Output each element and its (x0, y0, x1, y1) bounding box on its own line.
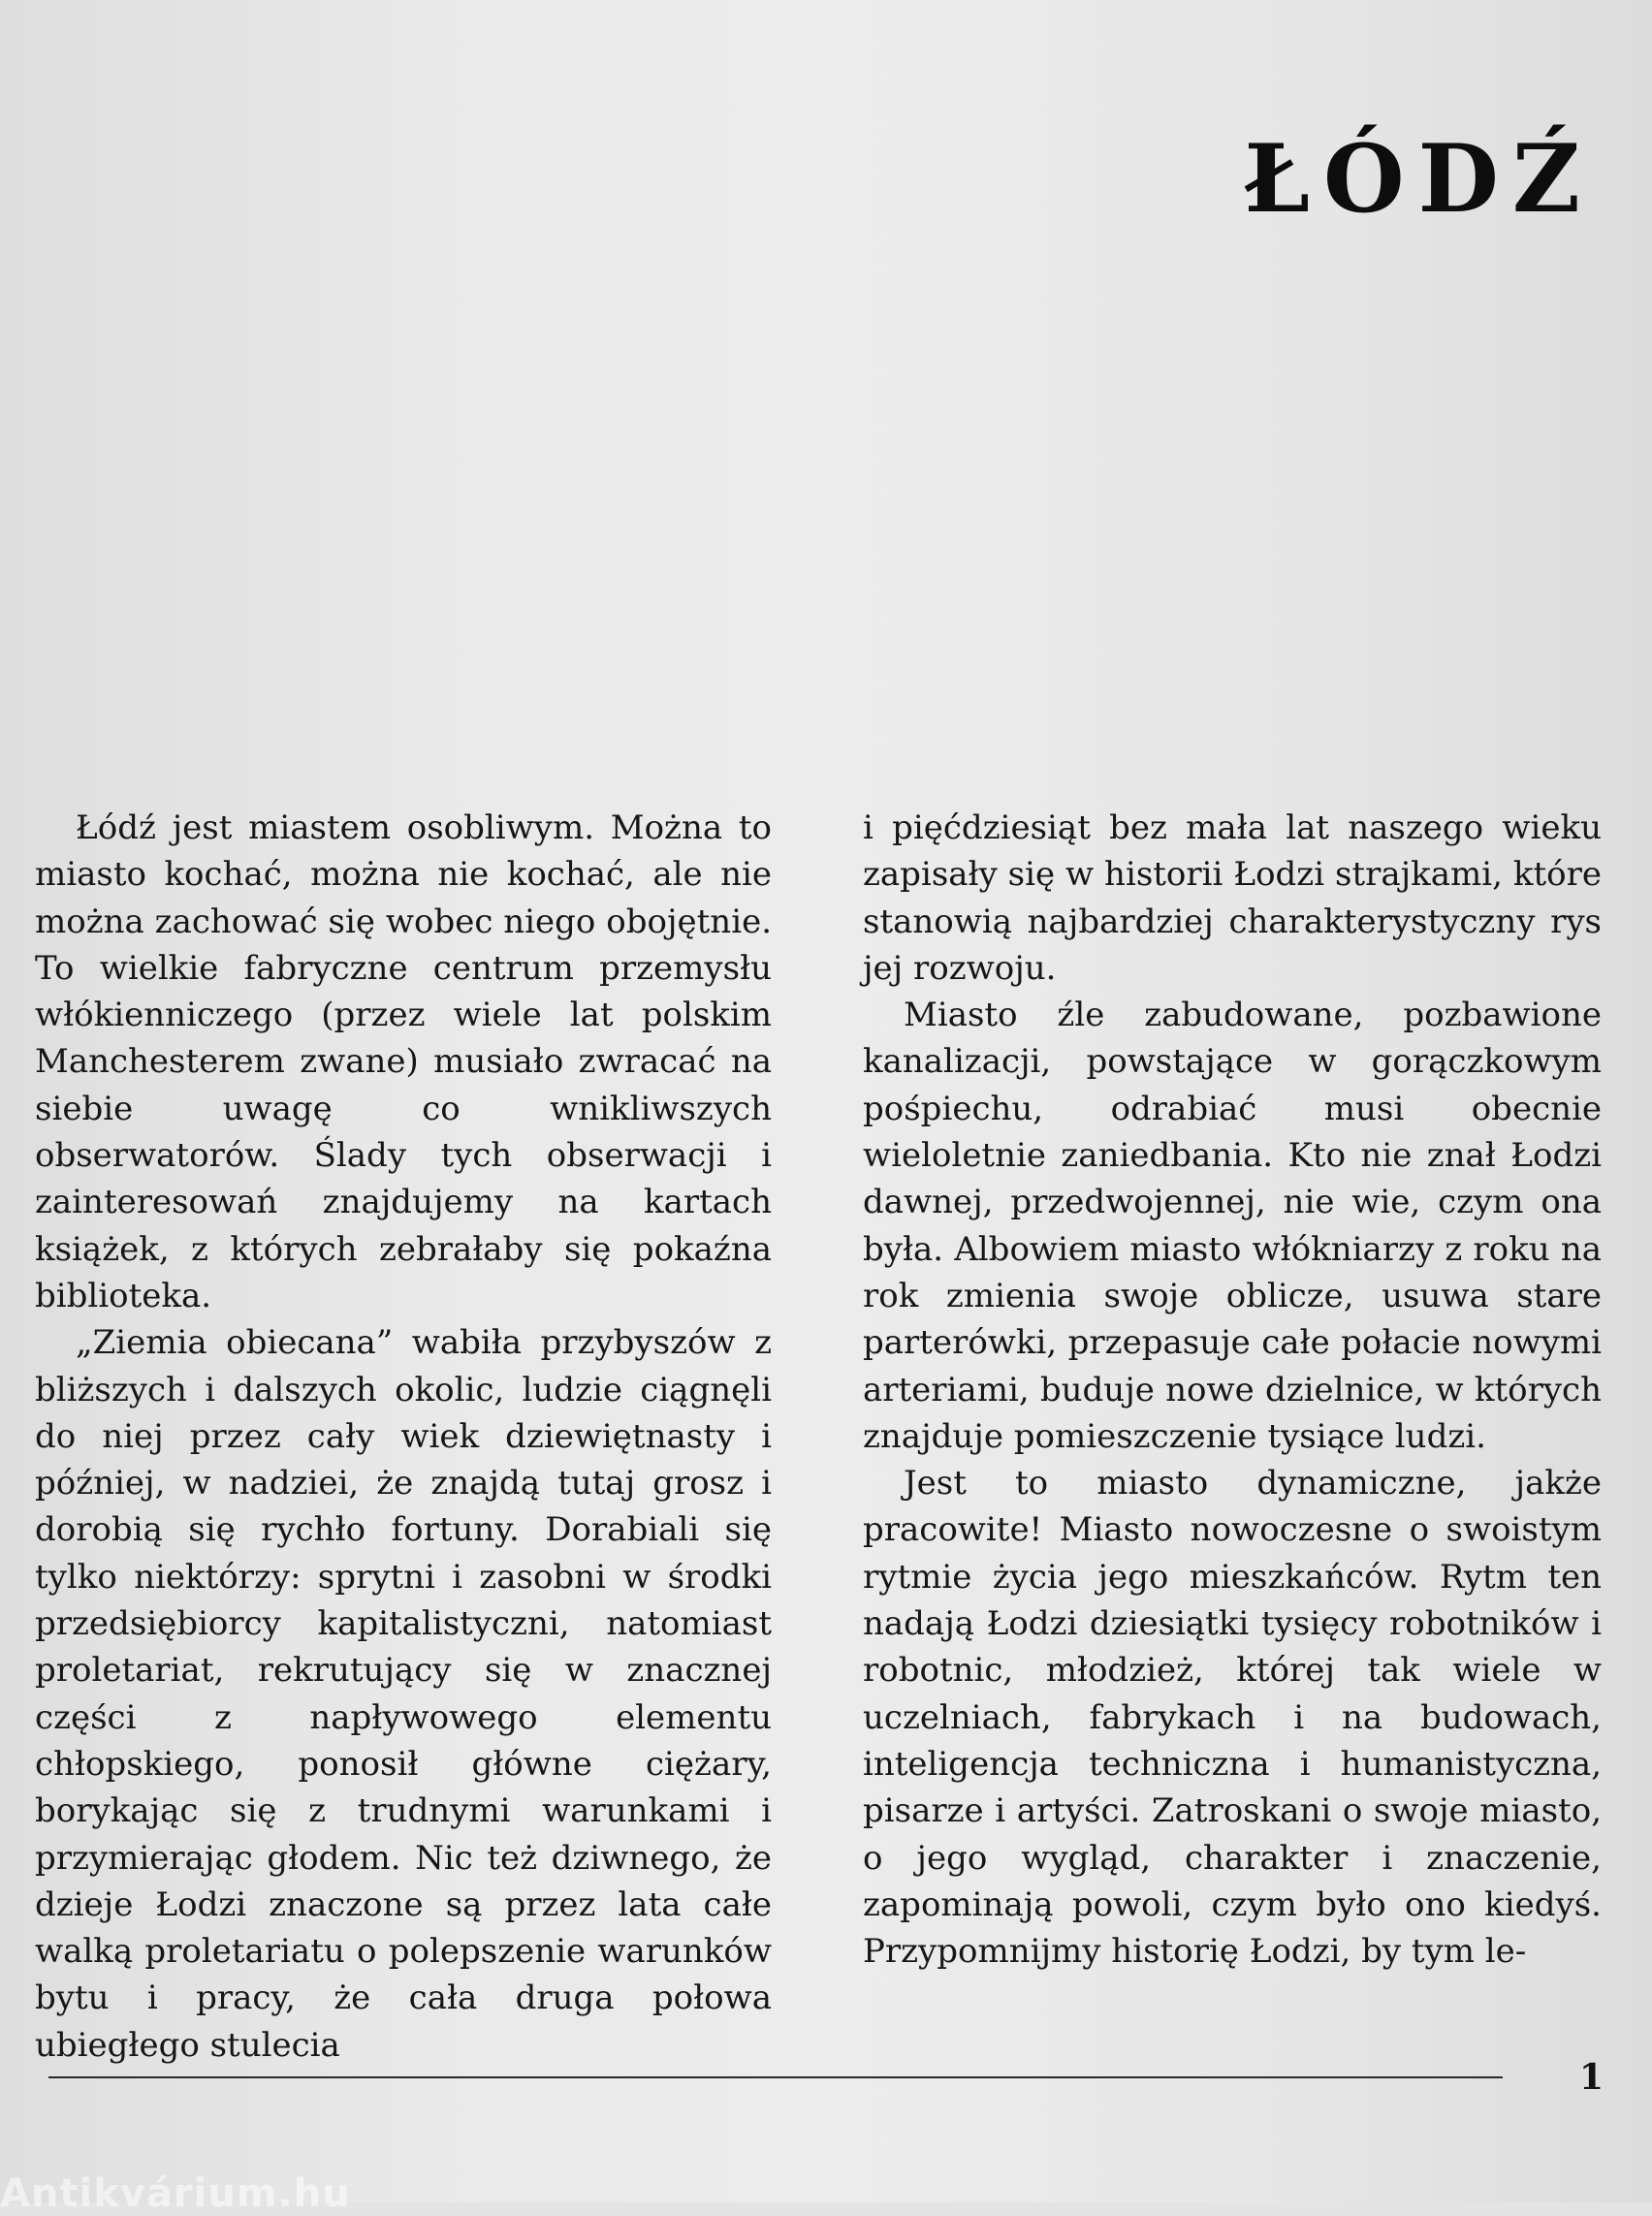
paragraph: Miasto źle zabudowane, pozbawione kanalizacji, powstające w gorączkowym pośpiechu, odrabiać musi obecnie wieloletnie zaniedbania. Kto nie znał Łodzi dawnej, przedwojennej, nie wie, czym ona była. Albowiem miasto włókniarzy z roku na rok zmienia swoje oblicze, usuwa stare parterówki, przepasuje całe połacie nowymi arteriami, buduje nowe dzielnice, w których znajduje pomieszczenie tysiące ludzi. (863, 996, 1602, 1456)
paragraph: i pięćdziesiąt bez mała lat naszego wieku zapisały się w historii Łodzi strajkami, które stanowią najbardziej charakterystyczny rys jej rozwoju. (863, 808, 1602, 988)
footer-rule (48, 2076, 1503, 2078)
text-column-right (863, 805, 1602, 1975)
paragraph: Jest to miasto dynamiczne, jakże pracowite! Miasto nowoczesne o swoistym rytmie życia jego mieszkańców. Rytm ten nadają Łodzi dziesiątki tysięcy robotników i robotnic, młodzież, której tak wiele w uczelniach, fabrykach i na budowach, inteligencja techniczna i humanistyczna, pisarze i artyści. Zatroskani o swoje miasto, o jego wygląd, charakter i znaczenie, zapominają powoli, czym było ono kiedyś. Przypomnijmy historię Łodzi, by tym le- (863, 1464, 1602, 1972)
paragraph: „Ziemia obiecana” wabiła przybyszów z bliższych i dalszych okolic, ludzie ciągnęli do niej przez cały wiek dziewiętnasty i później, w nadziei, że znajdą tutaj grosz i dorobią się rychło fortuny. Dorabiali się tylko niektórzy: sprytni i zasobni w środki przedsiębiorcy kapitalistyczni, natomiast proletariat, rekrutujący się w znacznej części z napływowego elementu chłopskiego, ponosił główne ciężary, borykając się z trudnymi warunkami i przymierając głodem. Nic też dziwnego, że dzieje Łodzi znaczone są przez lata całe walką proletariatu o polepszenie warunków bytu i pracy, że cała druga połowa ubiegłego stulecia (35, 1323, 772, 2065)
page-title: ŁÓDŹ (1243, 124, 1594, 234)
page-number: 1 (1578, 2057, 1604, 2098)
watermark: Antikvárium.hu (0, 2171, 351, 2216)
paragraph: Łódź jest miastem osobliwym. Można to miasto kochać, można nie kochać, ale nie można zachować się wobec niego obojętnie. To wielkie fabryczne centrum przemysłu włókienniczego (przez wiele lat polskim Manchesterem zwane) musiało zwracać na siebie uwagę co wnikliwszych obserwatorów. Ślady tych obserwacji i zainteresowań znajdujemy na kartach książek, z których zebrałaby się pokaźna biblioteka. (35, 808, 772, 1315)
text-column-left (35, 805, 772, 2069)
show-through-text-left (87, 116, 785, 698)
